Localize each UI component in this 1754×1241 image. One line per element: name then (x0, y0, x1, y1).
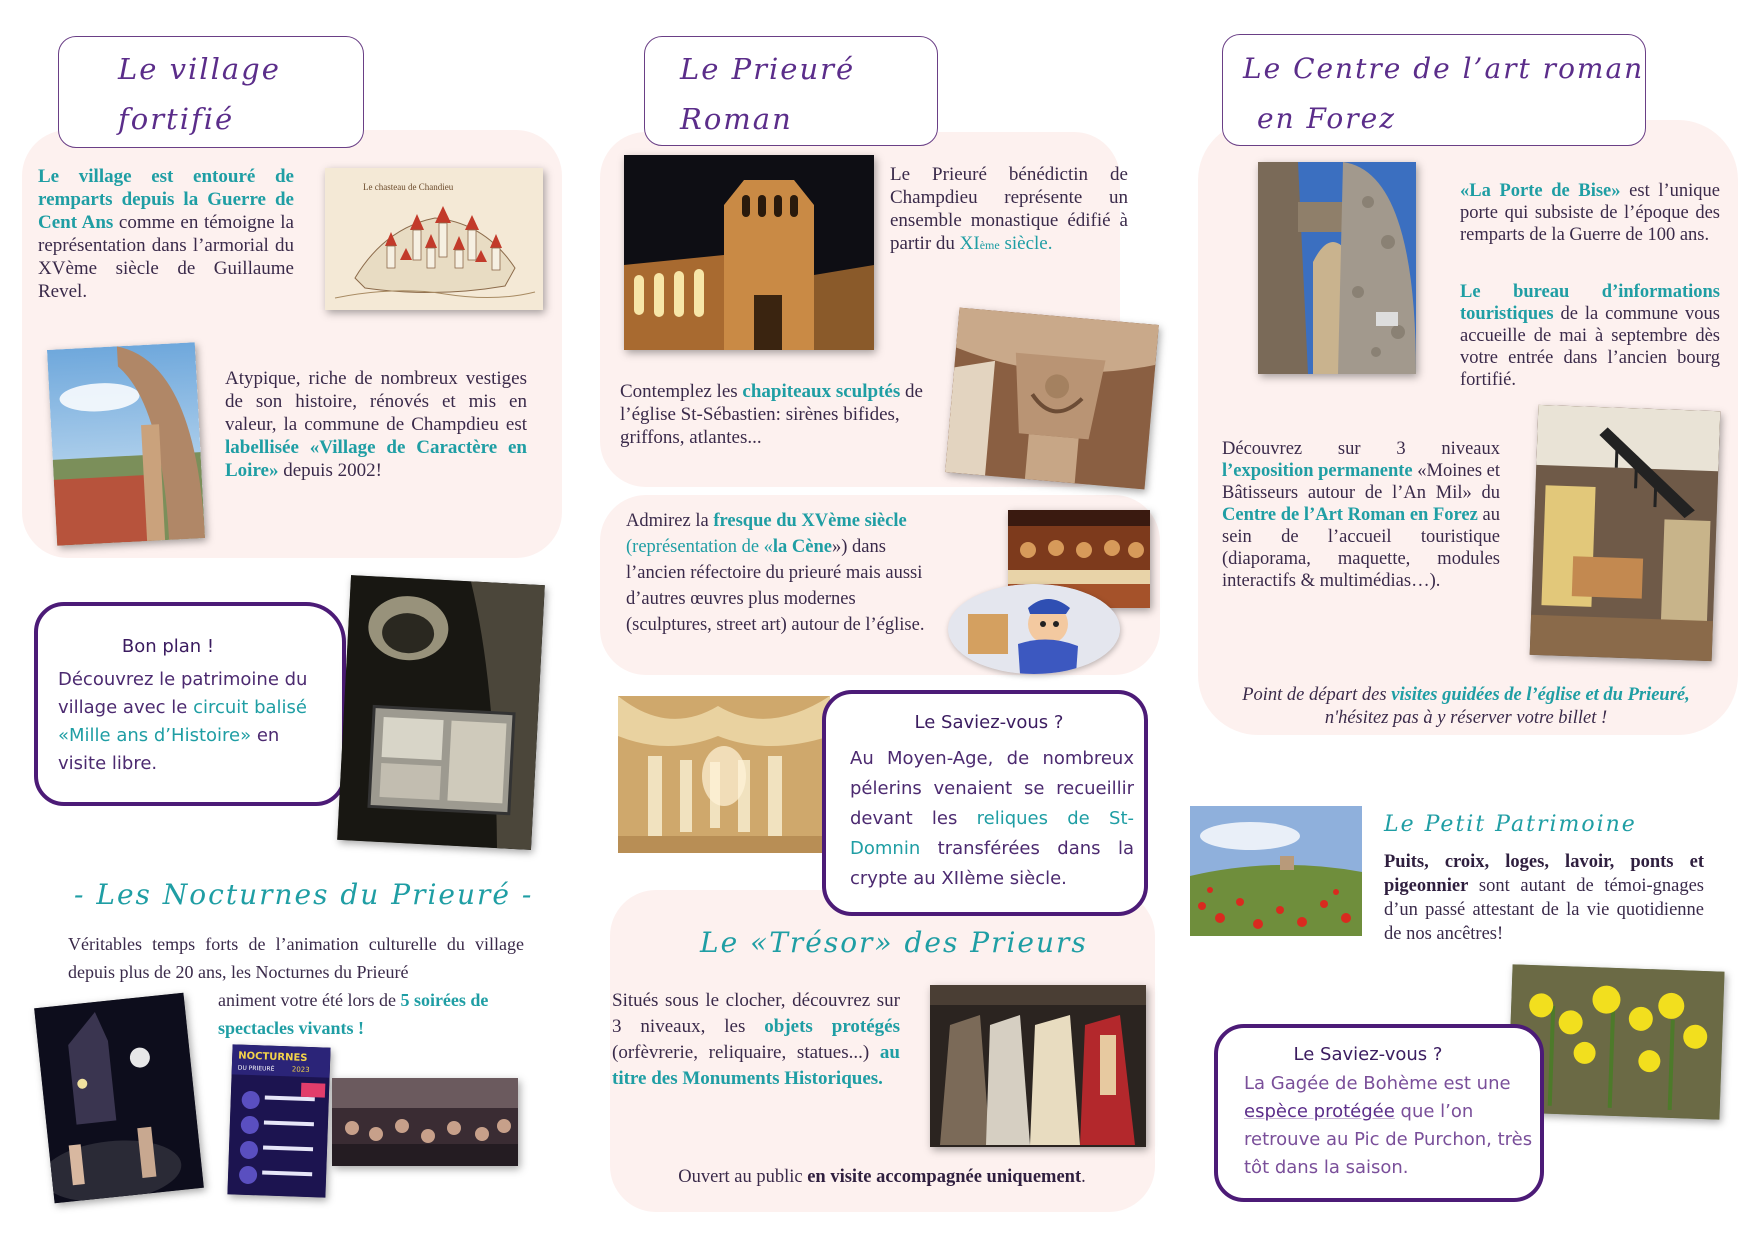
bon-plan-text-a: Découvrez le patrimoine du village avec le (58, 669, 308, 718)
prieure-paragraph-3 (626, 508, 936, 638)
reliques-highlight: reliques de St-Domnin (850, 808, 1134, 859)
village-label-highlight: labellisée «Village de Caractère en Loire» (225, 437, 527, 481)
nocturnes-text-a: Véritables temps forts de l’animation culturelle du village depuis plus de 20 ans, les Nocturnes du Prieuré (68, 934, 524, 982)
centre-p4-text-b: n'hésitez pas à y réserver votre billet ! (1324, 708, 1608, 728)
saviez-vous-title-1: Le Saviez-vous ? (914, 712, 1064, 733)
village-title-line1: Le village (118, 52, 281, 86)
centre-title-line1: Le Centre de l’art roman (1243, 52, 1645, 85)
armorial-caption: Le chasteau de Chandieu (363, 182, 454, 192)
cene-highlight: la Cène (772, 537, 833, 557)
village-p1-text: comme en témoigne la représentation dans l’armorial du XVème siècle de Guillaume Revel. (38, 212, 294, 302)
petit-patrimoine-highlight: Puits, croix, loges, lavoir, ponts et pigeonnier (1384, 852, 1704, 896)
village-p2-text: Atypique, riche de nombreux vestiges de son histoire, rénovés et mis en valeur, la commune de Champdieu est (225, 368, 527, 435)
centre-p3-text-b: «Moines et Bâtisseurs autour de l’An Mil» du (1222, 461, 1500, 503)
open-text-highlight: en visite accompagnée uniquement (807, 1167, 1082, 1187)
saviez-vous-reliques-text (850, 744, 1134, 894)
nocturnes-paragraph-2 (218, 986, 524, 1042)
saviez-vous-reliques-callout (822, 690, 1148, 916)
espece-protegee-highlight: espèce protégée (1244, 1101, 1395, 1122)
village-title (118, 44, 281, 144)
petit-patrimoine-image (1190, 806, 1362, 936)
saviez-vous-gagee-text (1244, 1070, 1544, 1182)
prieure-p2-text-b: de l’église St-Sébastien: sirènes bifides, griffons, atlantes... (620, 381, 923, 448)
saviez-vous-title-2: Le Saviez-vous ? (1293, 1044, 1443, 1065)
saviez-vous-text-a: Au Moyen-Age, de nombreux pélerins venaient se recueillir devant les (850, 748, 1134, 829)
prieure-paragraph-2 (620, 380, 940, 449)
nocturnes-audience-image (332, 1078, 518, 1166)
fresque-highlight: fresque du XVème siècle (713, 511, 907, 531)
prieure-century-end: siècle. (999, 233, 1053, 254)
nocturnes-paragraph-1 (68, 930, 524, 986)
armorial-image (325, 168, 543, 310)
prieure-p1-text: Le Prieuré bénédictin de Champdieu représente un ensemble monastique édifié à partir du (890, 164, 1128, 254)
nocturnes-text-b: animent votre été lors de (218, 990, 401, 1010)
village-remparts-highlight: Le village est entouré de remparts depuis la Guerre de Cent Ans (38, 166, 294, 233)
objets-proteges-highlight: objets protégés (764, 1016, 900, 1037)
prieure-title-line1: Le Prieuré (680, 52, 856, 86)
village-title-line2: fortifié (118, 102, 235, 136)
village-view-image (47, 342, 205, 545)
centre-p4-text-a: Point de départ des (1242, 685, 1392, 705)
village-paragraph-1 (38, 165, 294, 303)
nocturnes-poster-image (227, 1044, 330, 1197)
centre-p3-text-c: au sein de l’accueil touristique (diaporama, maquette, modules interactifs & multimédias…). (1222, 505, 1500, 591)
bureau-info-highlight: Le bureau d’informations touristiques (1460, 282, 1720, 324)
tresor-text-b: (orfèvrerie, reliquaire, statues...) (612, 1042, 880, 1063)
centre-p3-text-a: Découvrez sur 3 niveaux (1222, 439, 1500, 459)
capital-sculpture-image (945, 308, 1159, 490)
saviez-vous-text-b: transférées dans la crypte au XIIème siècle. (850, 838, 1134, 889)
visites-guidees-highlight: visites guidées de l’église et du Prieuré, (1391, 685, 1690, 705)
petit-patrimoine-text: sont autant de témoi-gnages d’un passé attestant de la vie quotidienne de nos ancêtres! (1384, 876, 1704, 944)
tresor-open-line (612, 1166, 1152, 1189)
centre-art-roman-highlight: Centre de l’Art Roman en Forez (1222, 505, 1478, 525)
nocturnes-highlight: 5 soirées de spectacles vivants ! (218, 990, 489, 1038)
tresor-title: Le «Trésor» des Prieurs (700, 926, 1088, 959)
prieure-p3-text-a: Admirez la (626, 511, 714, 531)
bon-plan-text (58, 666, 328, 778)
church-night-image (624, 155, 874, 350)
centre-p2-text: de la commune vous accueille de mai à septembre dès votre entrée dans l’ancien bourg fortifié. (1460, 304, 1720, 390)
tresor-text-a: Situés sous le clocher, découvrez sur 3 niveaux, les (612, 990, 900, 1037)
prieure-century: XI (959, 233, 980, 254)
prieure-title-line2: Roman (680, 102, 793, 136)
open-text-c: . (1081, 1167, 1086, 1187)
centre-title (1243, 44, 1644, 144)
circuit-highlight: circuit balisé «Mille ans d’Histoire» (58, 697, 307, 746)
centre-title-line2: en Forez (1257, 102, 1396, 135)
prieure-title (680, 44, 855, 144)
open-text-a: Ouvert au public (678, 1167, 808, 1187)
gagee-text-a: La Gagée de Bohème est une (1244, 1073, 1511, 1094)
tresor-vestments-image (930, 985, 1146, 1147)
poster-year: 2023 (291, 1065, 310, 1075)
street-art-image (948, 584, 1120, 674)
centre-paragraph-2 (1460, 281, 1720, 391)
centre-paragraph-1 (1460, 180, 1720, 246)
bon-plan-callout (34, 602, 346, 806)
saviez-vous-gagee-callout (1214, 1024, 1544, 1202)
bon-plan-text-b: en visite libre. (58, 725, 280, 774)
centre-paragraph-4 (1228, 684, 1704, 730)
circuit-night-image (337, 575, 545, 850)
tresor-paragraph (612, 988, 900, 1092)
exposition-interior-image (1530, 405, 1721, 661)
village-paragraph-2 (225, 367, 527, 482)
poster-subtitle: DU PRIEURÉ (237, 1064, 275, 1073)
crypt-image (618, 696, 830, 853)
nocturnes-concert-image (34, 993, 204, 1204)
gagee-text-b: que l’on retrouve au Pic de Purchon, très tôt dans la saison. (1244, 1101, 1533, 1178)
petit-patrimoine-paragraph (1384, 850, 1704, 946)
village-p2-date: depuis 2002! (278, 460, 382, 481)
exposition-highlight: l’exposition permanente (1222, 461, 1413, 481)
prieure-century-suffix: ème (979, 238, 1000, 252)
poster-title: NOCTURNES (238, 1050, 308, 1064)
monuments-historiques-highlight: au titre des Monuments Historiques. (612, 1042, 900, 1089)
prieure-paragraph-1 (890, 163, 1128, 257)
porte-de-bise-image (1258, 162, 1416, 374)
chapiteaux-highlight: chapiteaux sculptés (742, 381, 901, 402)
petit-patrimoine-title: Le Petit Patrimoine (1384, 812, 1637, 837)
centre-paragraph-3 (1222, 438, 1500, 592)
bon-plan-title: Bon plan ! (121, 636, 215, 657)
centre-p1-text: est l’unique porte qui subsiste de l’époque des remparts de la Guerre de 100 ans. (1460, 181, 1721, 245)
prieure-p3-text-c: ») dans l’ancien réfectoire du prieuré mais aussi d’autres œuvres plus modernes (sculptures, street art) autour de l’église. (626, 537, 925, 635)
prieure-p2-text-a: Contemplez les (620, 381, 743, 402)
prieure-p3-text-b: (représentation de « (626, 537, 773, 557)
nocturnes-title: - Les Nocturnes du Prieuré - (74, 878, 534, 911)
porte-de-bise-highlight: «La Porte de Bise» (1460, 181, 1621, 201)
